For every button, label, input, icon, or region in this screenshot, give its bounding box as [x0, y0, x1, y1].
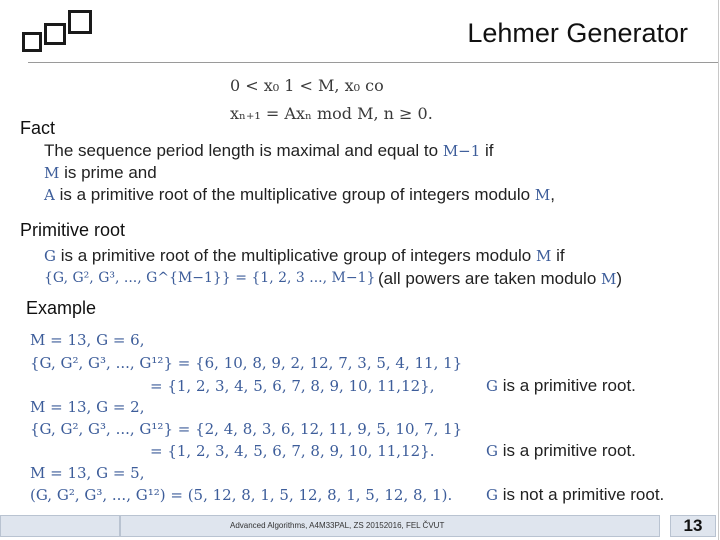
- formula-line-2: xₙ₊₁ = Axₙ mod M, n ≥ 0.: [230, 104, 433, 123]
- primitive-root-line-1: G is a primitive root of the multiplicative group of integers modulo M if: [44, 246, 565, 265]
- example-2-result: G is a primitive root.: [486, 441, 636, 460]
- example-3-params: M = 13, G = 5,: [30, 464, 145, 482]
- formula-line-1: 0 < x₀ 1 < M, x₀ co: [230, 76, 384, 95]
- example-3-result: G is not a primitive root.: [486, 485, 665, 504]
- example-1-sequence: {G, G², G³, ..., G¹²} = {6, 10, 8, 9, 2, 12, 7, 3, 5, 4, 11, 1}: [30, 354, 463, 372]
- fact-line-2: M is prime and: [44, 163, 157, 182]
- fact-line-1: The sequence period length is maximal and equal to M−1 if: [44, 141, 494, 160]
- page-title: Lehmer Generator: [467, 18, 688, 48]
- footer-course-info: Advanced Algorithms, A4M33PAL, ZS 20152016, FEL ČVUT: [230, 521, 445, 530]
- right-edge-divider: [718, 0, 719, 540]
- title-divider: [28, 62, 718, 63]
- fact-line-3: A is a primitive root of the multiplicative group of integers modulo M,: [44, 185, 555, 204]
- three-overlapping-squares-logo: [20, 6, 100, 56]
- logo-square-icon: [68, 10, 92, 34]
- example-1-params: M = 13, G = 6,: [30, 331, 145, 349]
- example-2-sorted-set: = {1, 2, 3, 4, 5, 6, 7, 8, 9, 10, 11,12}.: [150, 442, 435, 460]
- page-number: 13: [670, 515, 716, 537]
- footer-left-bar: [0, 515, 120, 537]
- example-2-sequence: {G, G², G³, ..., G¹²} = {2, 4, 8, 3, 6, 12, 11, 9, 5, 10, 7, 1}: [30, 420, 463, 438]
- primitive-root-set-equation: {G, G², G³, ..., G^{M−1}} = {1, 2, 3 ..., M−1}: [44, 270, 376, 286]
- example-heading: Example: [26, 298, 97, 318]
- example-1-sorted-set: = {1, 2, 3, 4, 5, 6, 7, 8, 9, 10, 11,12},: [150, 377, 435, 395]
- logo-square-icon: [44, 23, 66, 45]
- example-3-sequence: (G, G², G³, ..., G¹²) = (5, 12, 8, 1, 5, 12, 8, 1, 5, 12, 8, 1).: [30, 486, 453, 504]
- example-1-result: G is a primitive root.: [486, 376, 636, 395]
- logo-square-icon: [22, 32, 42, 52]
- fact-heading: Fact: [20, 118, 56, 138]
- primitive-root-heading: Primitive root: [20, 220, 126, 240]
- example-2-params: M = 13, G = 2,: [30, 398, 145, 416]
- primitive-root-modulo-note: (all powers are taken modulo M): [378, 269, 623, 288]
